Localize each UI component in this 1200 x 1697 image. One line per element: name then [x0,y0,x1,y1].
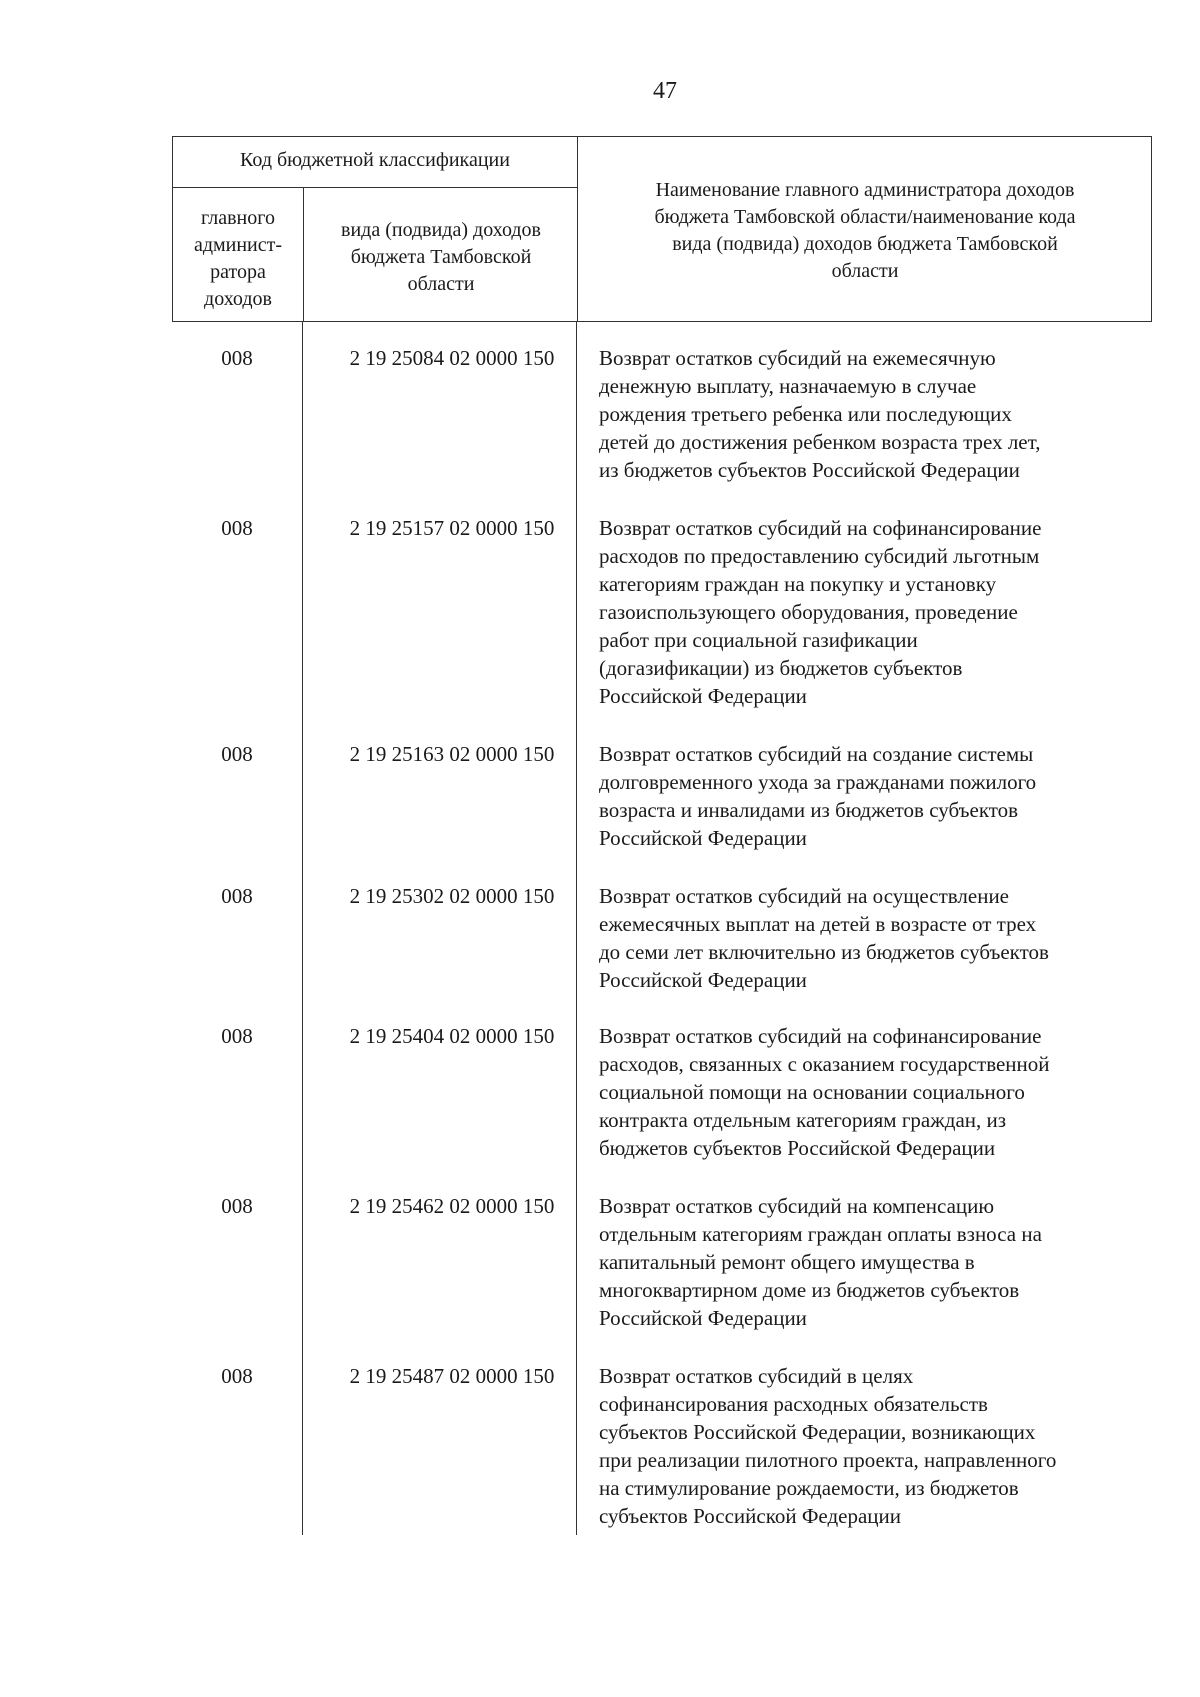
col-admin-header: главного админист- ратора доходов [193,207,283,310]
income-name: Возврат остатков субсидий на создание системы долговременного ухода за гражданами пожилого возраста и инвалидами из бюджетов субъектов Российской Федерации [599,742,1037,850]
income-code: 2 19 25302 02 0000 150 [349,884,555,908]
admin-code: 008 [221,1194,253,1218]
header-divider-admin [303,187,304,321]
table-header [172,136,1152,322]
income-code: 2 19 25462 02 0000 150 [349,1194,555,1218]
income-name: Возврат остатков субсидий на софинансирование расходов по предоставлению субсидий льготным категориям граждан на покупку и установку газоиспользующего оборудования, проведение работ при социальной газификации (догазификации) из бюджетов субъектов Российской Федерации [599,516,1042,708]
admin-code: 008 [221,884,253,908]
admin-code: 008 [221,516,253,540]
admin-code: 008 [221,1364,253,1388]
income-code: 2 19 25084 02 0000 150 [349,346,555,370]
header-divider-horizontal [173,187,577,188]
income-name: Возврат остатков субсидий на компенсацию отдельным категориям граждан оплаты взноса на капитальный ремонт общего имущества в многоквартирном доме из бюджетов субъектов Российской Федерации [599,1194,1042,1330]
income-name: Возврат остатков субсидий на осуществление ежемесячных выплат на детей в возрасте от трех до семи лет включительно из бюджетов субъектов Российской Федерации [599,884,1049,992]
income-code: 2 19 25157 02 0000 150 [349,516,555,540]
body-divider-name [576,322,577,1535]
income-code: 2 19 25404 02 0000 150 [349,1024,555,1048]
income-code: 2 19 25487 02 0000 150 [349,1364,555,1388]
col-name-header: Наименование главного администратора доходов бюджета Тамбовской области/наименование кода вида (подвида) доходов бюджета Тамбовской области [654,179,1076,282]
income-name: Возврат остатков субсидий в целях софинансирования расходных обязательств субъектов Российской Федерации, возникающих при реализации пилотного проекта, направленного на стимулирование рождаемости, из бюджетов субъектов Российской Федерации [599,1364,1057,1528]
income-name: Возврат остатков субсидий на софинансирование расходов, связанных с оказанием государственной социальной помощи на основании социального контракта отдельным категориям граждан, из бюджетов субъектов Российской Федерации [599,1024,1050,1160]
income-code: 2 19 25163 02 0000 150 [349,742,555,766]
col-income-header: вида (подвида) доходов бюджета Тамбовской области [341,219,541,295]
budget-code-title: Код бюджетной классификации [240,149,510,171]
header-divider-name [577,137,578,321]
admin-code: 008 [221,742,253,766]
admin-code: 008 [221,346,253,370]
page-number: 47 [653,78,677,104]
body-divider-admin [302,322,303,1535]
income-name: Возврат остатков субсидий на ежемесячную денежную выплату, назначаемую в случае рождения третьего ребенка или последующих детей до достижения ребенком возраста трех лет, из бюджетов субъектов Российской Федерации [599,346,1041,482]
admin-code: 008 [221,1024,253,1048]
